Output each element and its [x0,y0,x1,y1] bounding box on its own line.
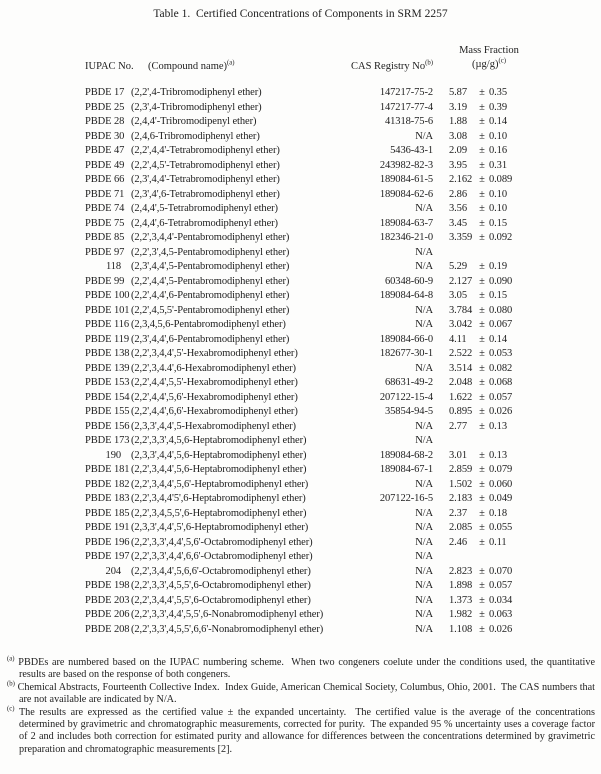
plus-minus-sign: ± [479,290,485,301]
mass-fraction-value-cell: 2.46 [449,536,467,548]
compound-name-cell: (2,3,4,5,6-Pentabromodiphenyl ether) [131,319,286,330]
plus-minus-sign: ± [479,159,485,171]
uncertainty-cell: 0.089 [489,174,513,185]
table-row [85,521,530,536]
iupac-no-cell: PBDE 203 [85,594,130,606]
cas-number-cell: N/A [415,580,433,591]
iupac-no-cell: PBDE 30 [85,130,125,142]
cas-number-cell: 189084-67-1 [379,464,433,475]
mass-fraction-value-cell: 3.01 [449,449,467,461]
cas-number-cell: N/A [415,536,433,548]
plus-minus-sign: ± [479,87,485,98]
plus-minus-sign: ± [479,420,485,432]
mass-fraction-value-cell: 2.127 [449,275,473,287]
compound-name-cell: (2,2',4,4',5,6'-Hexabromodiphenyl ether) [131,391,298,403]
iupac-no-cell: PBDE 116 [85,319,130,330]
table-row [85,434,530,449]
cas-number-cell: 189084-66-0 [379,333,433,345]
compound-name-cell: (2,2',3,3',4,5,5',6,6'-Nonabromodiphenyl ether) [131,623,324,635]
iupac-no-cell: PBDE 156 [85,420,130,432]
plus-minus-sign: ± [479,304,485,316]
mass-fraction-value-cell: 1.108 [449,623,473,635]
plus-minus-sign: ± [479,188,485,200]
cas-number-cell: 207122-16-5 [379,493,433,504]
uncertainty-cell: 0.080 [489,304,513,316]
header-iupac-no [85,61,134,72]
cas-number-cell: N/A [415,565,433,577]
plus-minus-sign: ± [479,449,485,461]
table-row [85,594,530,609]
footnotes-section [7,655,598,756]
compound-name-cell: (2,2',4,4',6-Pentabromodiphenyl ether) [131,290,290,301]
uncertainty-cell: 0.053 [489,348,513,359]
iupac-no-cell: PBDE 119 [85,333,130,345]
mass-fraction-value-cell: 3.359 [449,232,473,243]
table-row [85,275,530,290]
plus-minus-sign: ± [479,174,485,185]
compound-name-cell: (2,2',3,3',4,4',6,6'-Octabromodiphenyl ether) [131,551,313,562]
plus-minus-sign: ± [479,594,485,606]
cas-number-cell: N/A [415,130,433,142]
table-row [85,623,530,638]
uncertainty-cell: 0.034 [489,594,513,606]
compound-name-cell: (2,2',4,5'-Tetrabromodiphenyl ether) [131,159,280,171]
plus-minus-sign: ± [479,348,485,359]
compound-name-cell: (2,2',4,4',6,6'-Hexabromodiphenyl ether) [131,406,298,417]
compound-name-cell: (2,3,3',4,4',5-Hexabromodiphenyl ether) [131,420,296,432]
header-compound-name [148,61,235,72]
compound-name-cell: (2,2',3,4,4'5',6-Heptabromodiphenyl ether) [131,493,306,504]
plus-minus-sign: ± [479,507,485,519]
cas-number-cell: 60348-60-9 [385,275,433,287]
compound-name-cell: (2,2',4,4',5,5'-Hexabromodiphenyl ether) [131,377,298,388]
mass-fraction-value-cell: 3.08 [449,130,467,142]
plus-minus-sign: ± [479,464,485,475]
mass-fraction-value-cell: 2.37 [449,507,467,519]
iupac-no-cell: PBDE 197 [85,551,130,562]
mass-fraction-value-cell: 3.45 [449,217,467,229]
iupac-no-cell: PBDE 182 [85,478,130,490]
uncertainty-cell: 0.10 [489,130,507,142]
mass-fraction-value-cell: 2.048 [449,377,473,388]
uncertainty-cell: 0.063 [489,609,513,620]
plus-minus-sign: ± [479,101,485,113]
uncertainty-cell: 0.13 [489,420,507,432]
iupac-no-cell: PBDE 66 [85,174,125,185]
cas-number-cell: N/A [415,507,433,519]
uncertainty-cell: 0.13 [489,449,507,461]
uncertainty-cell: 0.19 [489,261,507,272]
table-row [85,565,530,580]
cas-number-cell: N/A [415,623,433,635]
uncertainty-cell: 0.090 [489,275,513,287]
plus-minus-sign: ± [479,362,485,374]
compound-name-cell: (2,3,3',4,4',5',6-Heptabromodiphenyl ether) [131,522,309,533]
table-row [85,492,530,507]
compound-name-cell: (2,2',3,3',4,5,5',6-Octabromodiphenyl ether) [131,580,311,591]
plus-minus-sign: ± [479,377,485,388]
plus-minus-sign: ± [479,145,485,156]
iupac-no-cell: PBDE 47 [85,145,125,156]
cas-number-cell: N/A [415,319,433,330]
uncertainty-cell [489,246,525,261]
uncertainty-cell: 0.092 [489,232,513,243]
table-row [85,579,530,594]
footnote-text: Chemical Abstracts, Fourteenth Collective Index. Index Guide, American Chemical Society, Columbus, Ohio, 2001. The CAS numbers that are not available are indicated by N/A. [14,681,598,706]
plus-minus-sign: ± [479,580,485,591]
compound-name-cell: (2,2',4,4'-Tetrabromodiphenyl ether) [131,145,280,156]
cas-number-cell: N/A [415,304,433,316]
mass-fraction-value-cell: 5.29 [449,261,467,272]
iupac-no-cell: 118 [105,261,121,272]
uncertainty-cell [489,550,525,565]
uncertainty-cell: 0.39 [489,101,507,113]
table-row [85,333,530,348]
mass-fraction-value-cell: 3.514 [449,362,473,374]
mass-fraction-value-cell [449,434,477,449]
footnote-text: The results are expressed as the certified value ± the expanded uncertainty. The certified value is the average of the concentrations determined by gravimetric and chromatographic measurements, corrected for purity. The expanded 95 % uncertainty uses a coverage factor of 2 and includes both correction for estimated purity and allowance for differences between the concentrations determined by gravimetric preparation and chromatographic measurements [2]. [14,706,598,755]
footnote-ref-b: (b) [425,59,434,67]
compound-name-cell: (2,4,4',5-Tetrabromodiphenyl ether) [131,203,278,214]
compound-name-cell: (2,3',4,4',5-Pentabromodiphenyl ether) [131,261,290,272]
mass-fraction-value-cell: 1.88 [449,116,467,127]
footnote [7,705,598,757]
mass-fraction-value-cell: 0.895 [449,406,473,417]
table-row [85,231,530,246]
iupac-no-cell: PBDE 208 [85,623,130,635]
plus-minus-sign: ± [479,565,485,577]
uncertainty-cell: 0.10 [489,203,507,214]
iupac-no-cell: PBDE 17 [85,87,125,98]
table-row [85,86,530,101]
uncertainty-cell: 0.10 [489,188,507,200]
cas-number-cell: 189084-64-8 [379,290,433,301]
iupac-no-cell: PBDE 154 [85,391,130,403]
uncertainty-cell: 0.11 [489,536,507,548]
cas-number-cell: 35854-94-5 [385,406,433,417]
header-mass-fraction-line1: Mass Fraction [459,45,519,56]
iupac-no-cell: PBDE 101 [85,304,130,316]
iupac-no-cell: PBDE 181 [85,464,130,475]
plus-minus-sign: ± [479,319,485,330]
uncertainty-cell: 0.14 [489,116,507,127]
uncertainty-cell [489,434,525,449]
footnote-ref-a: (a) [227,59,235,67]
plus-minus-sign: ± [479,275,485,287]
iupac-no-cell: PBDE 173 [85,435,130,446]
uncertainty-cell: 0.070 [489,565,513,577]
cas-number-cell: 182677-30-1 [379,348,433,359]
iupac-no-cell: PBDE 196 [85,536,130,548]
uncertainty-cell: 0.057 [489,391,513,403]
header-mass-fraction [436,44,542,72]
cas-number-cell: N/A [415,420,433,432]
plus-minus-sign: ± [479,609,485,620]
table-row [85,260,530,275]
mass-fraction-value-cell: 2.859 [449,464,473,475]
compound-name-cell: (2,3',4,4'-Tetrabromodiphenyl ether) [131,174,280,185]
compound-name-cell: (2,2',3,4,4',5,5',6-Octabromodiphenyl ether) [131,594,311,606]
iupac-no-cell: PBDE 155 [85,406,130,417]
table-row [85,347,530,362]
iupac-no-cell: PBDE 97 [85,246,125,258]
compound-name-cell: (2,2',3,4,4'-Pentabromodiphenyl ether) [131,232,290,243]
mass-fraction-value-cell: 3.05 [449,290,467,301]
table-row [85,420,530,435]
iupac-no-cell: PBDE 139 [85,362,130,374]
mass-fraction-value-cell: 2.085 [449,522,473,533]
table-row [85,507,530,522]
compound-name-cell: (2,2',3,3',4,4',5,6'-Octabromodiphenyl ether) [131,536,313,548]
cas-number-cell: 189084-61-5 [379,174,433,185]
plus-minus-sign [477,434,487,449]
header-mass-fraction-units: (µg/g) [471,59,499,70]
table-row [85,318,530,333]
table-row [85,478,530,493]
table-row [85,130,530,145]
mass-fraction-value-cell [449,246,477,261]
uncertainty-cell: 0.068 [489,377,513,388]
table-row [85,159,530,174]
compound-name-cell: (2,3',4',6-Tetrabromodiphenyl ether) [131,188,280,200]
uncertainty-cell: 0.31 [489,159,507,171]
footnote-ref-c: (c) [498,57,506,65]
uncertainty-cell: 0.060 [489,478,513,490]
table-body [85,86,530,637]
iupac-no-cell: PBDE 25 [85,101,125,113]
mass-fraction-value-cell: 1.898 [449,580,473,591]
plus-minus-sign: ± [479,130,485,142]
plus-minus-sign: ± [479,493,485,504]
uncertainty-cell: 0.079 [489,464,513,475]
plus-minus-sign [477,246,487,261]
compound-name-cell: (2,3',4-Tribromodiphenyl ether) [131,101,262,113]
uncertainty-cell: 0.026 [489,406,513,417]
iupac-no-cell: PBDE 85 [85,232,125,243]
footnote-text: PBDEs are numbered based on the IUPAC numbering scheme. When two congeners coelute under the conditions used, the quantitative results are based on the response of both congeners. [14,657,598,681]
footnote [7,655,598,682]
mass-fraction-value-cell: 2.183 [449,493,473,504]
iupac-no-cell: PBDE 74 [85,203,125,214]
header-compound-label: (Compound name) [148,61,228,72]
cas-number-cell: N/A [415,478,433,490]
compound-name-cell: (2,3,3',4,4',5,6-Heptabromodiphenyl ether) [131,449,307,461]
plus-minus-sign: ± [479,116,485,127]
plus-minus-sign: ± [479,522,485,533]
table-row [85,391,530,406]
uncertainty-cell: 0.082 [489,362,513,374]
cas-number-cell: N/A [415,522,433,533]
footnote-marker: (b) [7,680,15,688]
cas-number-cell: N/A [415,435,433,446]
mass-fraction-value-cell: 4.11 [449,333,467,345]
cas-number-cell: 189084-63-7 [379,217,433,229]
cas-number-cell: 243982-82-3 [379,159,433,171]
compound-name-cell: (2,4,6-Tribromodiphenyl ether) [131,130,260,142]
mass-fraction-value-cell: 3.56 [449,203,467,214]
mass-fraction-value-cell: 2.86 [449,188,467,200]
plus-minus-sign: ± [479,203,485,214]
mass-fraction-value-cell: 1.622 [449,391,473,403]
cas-number-cell: 41318-75-6 [385,116,433,127]
iupac-no-cell: PBDE 206 [85,609,130,620]
plus-minus-sign: ± [479,623,485,635]
cas-number-cell: N/A [415,362,433,374]
uncertainty-cell: 0.067 [489,319,513,330]
cas-number-cell: 68631-49-2 [385,377,433,388]
iupac-no-cell: PBDE 28 [85,116,125,127]
mass-fraction-value-cell: 3.95 [449,159,467,171]
compound-name-cell: (2,2',4-Tribromodiphenyl ether) [131,87,262,98]
table-row [85,536,530,551]
compound-name-cell: (2,2',3,3',4,4',5,5',6-Nonabromodiphenyl ether) [131,609,324,620]
mass-fraction-value-cell: 2.823 [449,565,473,577]
compound-name-cell: (2,4,4'-Tribromodipenyl ether) [131,116,257,127]
mass-fraction-value-cell: 3.19 [449,101,467,113]
plus-minus-sign: ± [479,406,485,417]
iupac-no-cell: PBDE 191 [85,522,130,533]
compound-name-cell: (2,2',3,4.4',6-Hexabromodiphenyl ether) [131,362,296,374]
footnote-marker: (c) [7,705,15,713]
cas-number-cell: N/A [415,609,433,620]
table-row [85,173,530,188]
mass-fraction-value-cell: 3.784 [449,304,473,316]
cas-number-cell: 189084-68-2 [379,449,433,461]
cas-number-cell: N/A [415,551,433,562]
footnote-marker: (a) [7,655,15,663]
mass-fraction-value-cell: 2.522 [449,348,473,359]
mass-fraction-value-cell: 2.09 [449,145,467,156]
mass-fraction-value-cell: 3.042 [449,319,473,330]
mass-fraction-value-cell: 2.162 [449,174,473,185]
mass-fraction-value-cell: 1.502 [449,478,473,490]
plus-minus-sign: ± [479,217,485,229]
mass-fraction-value-cell: 5.87 [449,87,467,98]
cas-number-cell: 182346-21-0 [379,232,433,243]
mass-fraction-value-cell: 1.982 [449,609,473,620]
iupac-no-cell: PBDE 71 [85,188,125,200]
compound-name-cell: (2,2',3,4,4',5,6-Heptabromodiphenyl ether) [131,464,307,475]
iupac-no-cell: PBDE 185 [85,507,130,519]
table-row [85,608,530,623]
mass-fraction-value-cell [449,550,477,565]
header-cas-label: CAS Registry No [351,61,426,72]
cas-number-cell: N/A [415,594,433,606]
table-row [85,550,530,565]
header-cas-registry [351,61,433,72]
uncertainty-cell: 0.15 [489,290,507,301]
table-row [85,289,530,304]
plus-minus-sign: ± [479,536,485,548]
uncertainty-cell: 0.18 [489,507,507,519]
compound-name-cell: (2,2',3,4,5,5',6-Heptabromodiphenyl ether) [131,507,307,519]
iupac-no-cell: PBDE 183 [85,493,130,504]
compound-name-cell: (2,2',3,4,4',5,6,6'-Octabromodiphenyl ether) [131,565,311,577]
table-row [85,362,530,377]
cas-number-cell: 207122-15-4 [379,391,433,403]
iupac-no-cell: PBDE 198 [85,580,130,591]
cas-number-cell: 147217-77-4 [379,101,433,113]
mass-fraction-value-cell: 2.77 [449,420,467,432]
table-row [85,246,530,261]
uncertainty-cell: 0.14 [489,333,507,345]
cas-number-cell: N/A [415,203,433,214]
cas-number-cell: 189084-62-6 [379,188,433,200]
iupac-no-cell: PBDE 75 [85,217,125,229]
table-row [85,101,530,116]
iupac-no-cell: PBDE 99 [85,275,125,287]
plus-minus-sign: ± [479,391,485,403]
table-row [85,115,530,130]
uncertainty-cell: 0.026 [489,623,513,635]
table-row [85,188,530,203]
iupac-no-cell: PBDE 49 [85,159,125,171]
iupac-no-cell: 190 [105,449,121,461]
uncertainty-cell: 0.35 [489,87,507,98]
table-row [85,202,530,217]
plus-minus-sign: ± [479,333,485,345]
cas-number-cell: 147217-75-2 [379,87,433,98]
table-row [85,449,530,464]
iupac-no-cell: PBDE 153 [85,377,130,388]
iupac-no-cell: PBDE 100 [85,290,130,301]
compound-name-cell: (2,2',3,3',4,5,6-Heptabromodiphenyl ether) [131,435,307,446]
iupac-no-cell: 204 [105,565,121,577]
header-iupac-label: IUPAC No. [85,61,134,72]
compound-name-cell: (2,2',4,4',5-Pentabromodiphenyl ether) [131,275,290,287]
compound-name-cell: (2,2',4,5,5'-Pentabromodiphenyl ether) [131,304,290,316]
iupac-no-cell: PBDE 138 [85,348,130,359]
table-row [85,304,530,319]
compound-name-cell: (2,2',3,4,4',5'-Hexabromodiphenyl ether) [131,348,298,359]
plus-minus-sign: ± [479,261,485,272]
table-row [85,217,530,232]
uncertainty-cell: 0.15 [489,217,507,229]
table-row [85,463,530,478]
uncertainty-cell: 0.057 [489,580,513,591]
compound-name-cell: (2,3',4,4',6-Pentabromodiphenyl ether) [131,333,290,345]
table-row [85,144,530,159]
compound-name-cell: (2,2',3,4,4',5,6'-Heptabromodiphenyl ether) [131,478,309,490]
cas-number-cell: N/A [415,261,433,272]
table-title: Table 1. Certified Concentrations of Components in SRM 2257 [153,8,448,20]
plus-minus-sign: ± [479,478,485,490]
mass-fraction-value-cell: 1.373 [449,594,473,606]
cas-number-cell: 5436-43-1 [390,145,433,156]
plus-minus-sign [477,550,487,565]
uncertainty-cell: 0.055 [489,522,513,533]
uncertainty-cell: 0.049 [489,493,513,504]
table-row [85,405,530,420]
uncertainty-cell: 0.16 [489,145,507,156]
compound-name-cell: (2,4,4',6-Tetrabromodiphenyl ether) [131,217,278,229]
compound-name-cell: (2,2',3',4,5-Pentabromodiphenyl ether) [131,246,290,258]
footnote [7,680,598,707]
table-row [85,376,530,391]
cas-number-cell: N/A [415,246,433,258]
plus-minus-sign: ± [479,232,485,243]
